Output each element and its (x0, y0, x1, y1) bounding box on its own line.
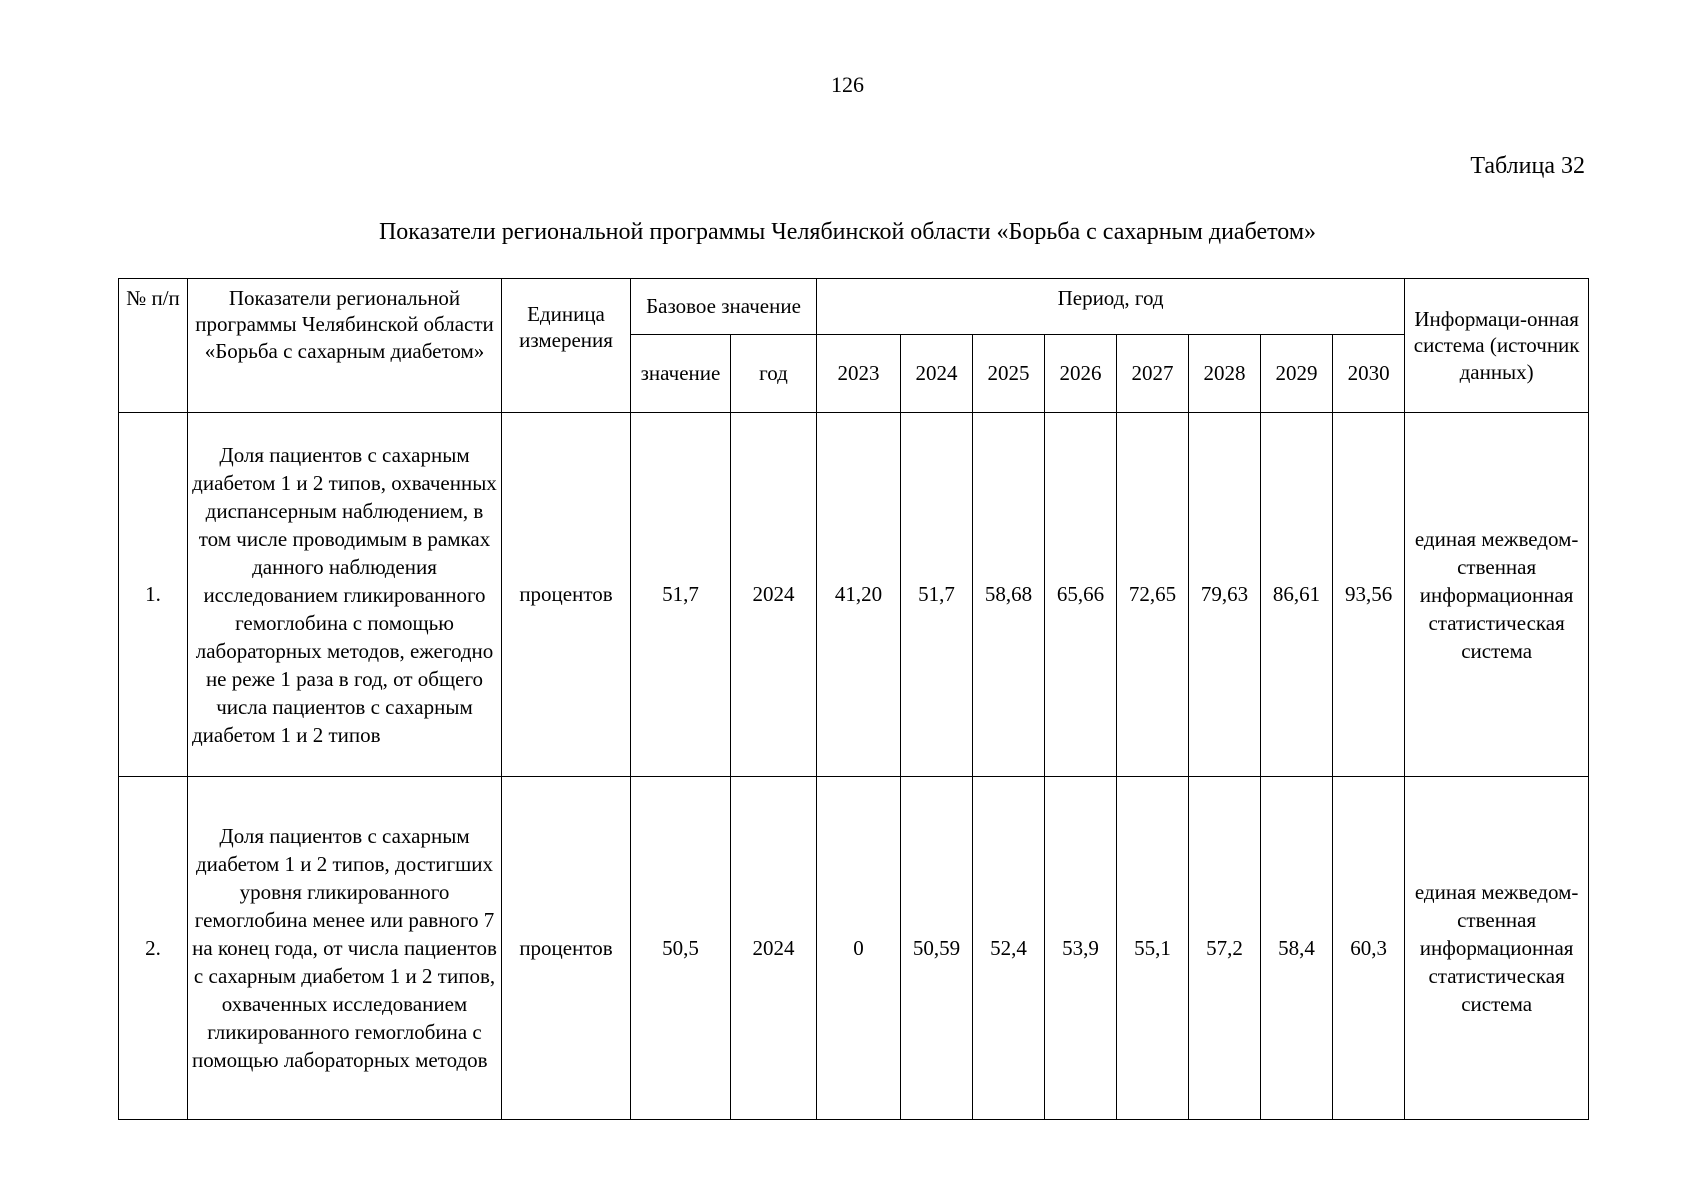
row-number: 2. (119, 777, 188, 1120)
value-cell: 57,2 (1189, 777, 1261, 1120)
header-year: 2026 (1045, 335, 1117, 413)
unit-cell: процентов (502, 777, 631, 1120)
document-title: Показатели региональной программы Челябинской области «Борьба с сахарным диабетом» (378, 219, 1317, 245)
page-number: 126 (831, 72, 864, 97)
header-year: 2028 (1189, 335, 1261, 413)
indicator-text: Доля пациентов с сахарным диабетом 1 и 2 типов, охваченных диспансерным наблюдением, в том числе проводимым в рамках данного наблюдения исследованием гликированного гемоглобина с помощью лабораторных методов, ежегодно не реже 1 раза в год, от общего числа пациентов с сахарным диабетом 1 и 2 типов (188, 413, 502, 777)
header-year: 2030 (1333, 335, 1405, 413)
header-info-system: Информаци-онная система (источник данных) (1405, 279, 1589, 413)
header-row (119, 279, 1589, 335)
value-cell: 60,3 (1333, 777, 1405, 1120)
header-year: 2029 (1261, 335, 1333, 413)
value-cell: 0 (817, 777, 901, 1120)
value-cell: 93,56 (1333, 413, 1405, 777)
value-cell: 51,7 (901, 413, 973, 777)
value-cell: 65,66 (1045, 413, 1117, 777)
value-cell: 52,4 (973, 777, 1045, 1120)
value-cell: 72,65 (1117, 413, 1189, 777)
base-value-cell: 50,5 (631, 777, 731, 1120)
base-year-cell: 2024 (731, 413, 817, 777)
header-year: 2023 (817, 335, 901, 413)
value-cell: 50,59 (901, 777, 973, 1120)
base-value-cell: 51,7 (631, 413, 731, 777)
header-base-value: значение (631, 335, 731, 413)
info-system-cell: единая межведом-ственная информационная статистическая система (1405, 777, 1589, 1120)
header-num: № п/п (119, 279, 188, 413)
header-base-year: год (731, 335, 817, 413)
table-label: Таблица 32 (1470, 153, 1585, 179)
base-year-cell: 2024 (731, 777, 817, 1120)
header-year: 2024 (901, 335, 973, 413)
value-cell: 53,9 (1045, 777, 1117, 1120)
value-cell: 86,61 (1261, 413, 1333, 777)
header-period: Период, год (817, 279, 1405, 335)
info-system-cell: единая межведом-ственная информационная статистическая система (1405, 413, 1589, 777)
table-row (119, 413, 1589, 777)
header-unit: Единица измерения (502, 279, 631, 413)
row-number: 1. (119, 413, 188, 777)
header-base: Базовое значение (631, 279, 817, 335)
value-cell: 79,63 (1189, 413, 1261, 777)
value-cell: 41,20 (817, 413, 901, 777)
value-cell: 58,4 (1261, 777, 1333, 1120)
header-indicator: Показатели региональной программы Челябинской области «Борьба с сахарным диабетом» (188, 279, 502, 413)
table-row (119, 777, 1589, 1120)
indicator-text: Доля пациентов с сахарным диабетом 1 и 2 типов, достигших уровня гликированного гемоглобина менее или равного 7 на конец года, от числа пациентов с сахарным диабетом 1 и 2 типов, охваченных исследованием гликированного гемоглобина с помощью лабораторных методов (188, 777, 502, 1120)
unit-cell: процентов (502, 413, 631, 777)
value-cell: 58,68 (973, 413, 1045, 777)
header-year: 2025 (973, 335, 1045, 413)
indicators-table (118, 278, 1589, 1120)
header-year: 2027 (1117, 335, 1189, 413)
value-cell: 55,1 (1117, 777, 1189, 1120)
